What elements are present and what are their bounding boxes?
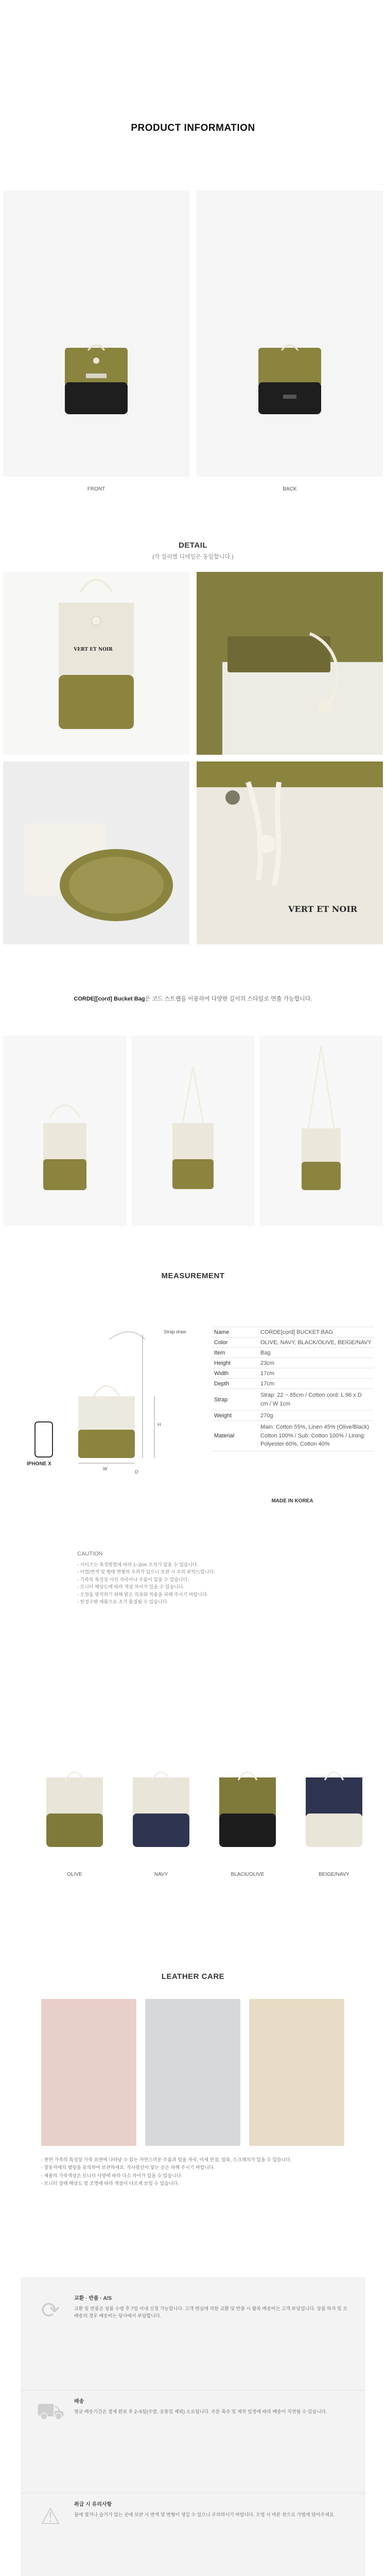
leather-swatch bbox=[41, 1999, 136, 2146]
delivery-icon: ⛟ bbox=[36, 2399, 65, 2424]
policy-row bbox=[21, 2494, 365, 2576]
policy-row bbox=[21, 2287, 365, 2391]
caution-icon: ⚠ bbox=[40, 2503, 61, 2529]
policy-body: 교환 및 반품은 상품 수령 후 7일 이내 신청 가능합니다. 고객 변심에 의한 교환 및 반품 시 왕복 배송비는 고객 부담입니다. 상품 하자 및 오배송의 경우 배송비는 당사에서 부담합니다. bbox=[74, 2306, 347, 2318]
back-label: BACK bbox=[283, 486, 297, 492]
leather-swatch bbox=[145, 1999, 240, 2146]
spec-key: Material bbox=[214, 1432, 235, 1439]
bag-top-panel bbox=[46, 1777, 103, 1816]
leather-notes bbox=[41, 2156, 350, 2188]
leather-note: - 장동자에의 행링을 유의하여 보관하세요. 직사광선이 닿는 곳은 피해 주시기 바랍니다. bbox=[41, 2165, 215, 2171]
spec-key: Height bbox=[214, 1360, 231, 1366]
spec-row bbox=[211, 1327, 374, 1337]
depth-label: D bbox=[135, 1469, 138, 1475]
styling-photo-2 bbox=[131, 1036, 255, 1226]
color-option bbox=[128, 1757, 195, 1877]
measurement-diagram bbox=[27, 1319, 191, 1468]
color-option-label: NAVY bbox=[154, 1872, 168, 1877]
color-option-label: BEIGE/NAVY bbox=[319, 1872, 349, 1877]
spec-value: Main: Cotton 55%, Linen 45% (Olive/Black) Cotton 100% / Sub: Cotton 100% / Lining: Polyester 60%, Cotton 40% bbox=[260, 1424, 369, 1447]
made-in-label: MADE IN KOREA bbox=[271, 1498, 313, 1504]
spec-value: 17cm bbox=[260, 1380, 274, 1387]
bag-bottom-panel bbox=[46, 1814, 103, 1847]
width-label: W bbox=[103, 1466, 108, 1471]
spec-row bbox=[211, 1389, 374, 1411]
color-bag-illustration bbox=[214, 1757, 281, 1860]
color-bag-illustration bbox=[41, 1757, 108, 1860]
spec-value: Bag bbox=[260, 1349, 271, 1356]
color-bag-illustration bbox=[128, 1757, 195, 1860]
spec-row bbox=[211, 1379, 374, 1389]
policy-text bbox=[66, 2295, 351, 2319]
caution-line: - 이염/변색 및 형태 변형의 우려가 있으니 보관 시 주의 부탁드립니다. bbox=[77, 1569, 215, 1575]
spec-row bbox=[211, 1421, 374, 1451]
usage-caption-rest: 은 코드 스트랩을 이용하여 다양한 길이의 스타일로 연출 가능합니다. bbox=[145, 996, 312, 1002]
spec-value: 23cm bbox=[260, 1360, 274, 1366]
spec-key: Width bbox=[214, 1370, 229, 1377]
styling-photo-1 bbox=[3, 1036, 127, 1226]
spec-row bbox=[211, 1348, 374, 1358]
exchange-icon: ⟳ bbox=[41, 2297, 60, 2323]
detail-photo-2 bbox=[197, 572, 383, 755]
policy-text bbox=[66, 2398, 351, 2416]
spec-table bbox=[211, 1327, 374, 1451]
policy-text bbox=[66, 2501, 351, 2519]
back-bag-illustration bbox=[197, 191, 383, 477]
leather-swatches bbox=[41, 1999, 345, 2146]
policy-row bbox=[21, 2391, 365, 2494]
leather-care-title: LEATHER CARE bbox=[161, 1972, 225, 1981]
color-options bbox=[0, 1757, 386, 1880]
spec-row bbox=[211, 1337, 374, 1348]
caution-title: CAUTION bbox=[77, 1551, 103, 1557]
leather-note: - 제품의 가죽색상은 모니터 사양에 따라 다소 차이가 있을 수 있습니다. bbox=[41, 2173, 182, 2178]
bag-bottom-panel bbox=[306, 1814, 362, 1847]
color-option-label: OLIVE bbox=[67, 1872, 82, 1877]
caution-line: - 오염을 방지하기 위해 밝은 의류와 착용을 피해 주시기 바랍니다. bbox=[77, 1591, 208, 1597]
front-bag-illustration bbox=[3, 191, 189, 477]
leather-note: - 모니터 상태 해상도 및 조명에 따라 색상이 다르게 보일 수 있습니다. bbox=[41, 2180, 179, 2186]
spec-value: Strap: 22 ~ 85cm / Cotton cord: L 96 x D cm / W 1cm bbox=[260, 1392, 362, 1407]
caution-line: - 사이즈는 측정방법에 따라 1~2cm 오차가 있을 수 있습니다. bbox=[77, 1562, 199, 1567]
leather-swatch bbox=[249, 1999, 344, 2146]
detail-photo-4 bbox=[197, 761, 383, 944]
front-photo bbox=[3, 191, 189, 477]
caution-line: - 한정수량 제품으로 조기 품절될 수 있습니다. bbox=[77, 1599, 168, 1604]
front-label: FRONT bbox=[87, 486, 106, 492]
leather-note: - 천연 가죽의 특성상 가죽 표면에 나타날 수 있는 자연스러운 주름과 털을 자국, 미세 반점, 얼룩, 스크래치가 있을 수 있습니다. bbox=[41, 2157, 292, 2162]
bag-top-panel bbox=[306, 1777, 362, 1816]
spec-key: Strap bbox=[214, 1396, 228, 1403]
color-option bbox=[214, 1757, 281, 1877]
styling-photo-3 bbox=[259, 1036, 383, 1226]
detail-brand-text-1: VERT ET NOIR bbox=[74, 647, 113, 652]
policy-body: 물에 젖거나 습기가 있는 곳에 보관 시 변색 및 변형이 생길 수 있으니 주의하시기 바랍니다. 오염 시 마른 천으로 가볍게 닦아주세요. bbox=[74, 2512, 336, 2517]
spec-value: 270g bbox=[260, 1412, 273, 1419]
bag-bottom-panel bbox=[219, 1814, 276, 1847]
color-option bbox=[41, 1757, 108, 1877]
detail-brand-text-2: VERT ET NOIR bbox=[288, 904, 358, 914]
spec-key: Depth bbox=[214, 1380, 230, 1387]
color-option-label: BLACK/OLIVE bbox=[231, 1872, 265, 1877]
detail-photo-1 bbox=[3, 572, 189, 755]
policy-title: 교환 · 반품 · A/S bbox=[74, 2296, 112, 2301]
usage-caption bbox=[0, 994, 386, 1003]
detail-photo-3 bbox=[3, 761, 189, 944]
bag-top-panel bbox=[133, 1777, 189, 1816]
policy-info-box bbox=[21, 2277, 365, 2576]
bag-top-panel bbox=[219, 1777, 276, 1816]
detail-title: DETAIL bbox=[178, 541, 208, 550]
spec-value: CORDE[cord] BUCKET BAG bbox=[260, 1329, 333, 1335]
color-option bbox=[301, 1757, 367, 1877]
caution-list bbox=[77, 1561, 314, 1605]
policy-title: 취급 시 유의사항 bbox=[74, 2502, 112, 2507]
policy-title: 배송 bbox=[74, 2399, 84, 2404]
caution-line: - 가죽의 특성상 사선 자국이나 주름이 있을 수 있습니다. bbox=[77, 1577, 189, 1582]
spec-value: OLIVE, NAVY, BLACK/OLIVE, BEIGE/NAVY bbox=[260, 1339, 372, 1346]
usage-caption-bold: CORDE[[cord] Bucket Bag bbox=[74, 996, 145, 1002]
spec-row bbox=[211, 1358, 374, 1368]
spec-row bbox=[211, 1368, 374, 1379]
back-photo bbox=[197, 191, 383, 477]
spec-key: Weight bbox=[214, 1412, 232, 1419]
measurement-title: MEASUREMENT bbox=[161, 1272, 225, 1280]
product-info-title: PRODUCT INFORMATION bbox=[131, 123, 255, 133]
strap-label: Strap draw bbox=[164, 1329, 186, 1334]
spec-row bbox=[211, 1411, 374, 1421]
policy-body: 평균 배송기간은 결제 완료 후 2~5일(주말, 공휴일 제외) 소요됩니다. 주문 폭주 및 제작 일정에 따라 배송이 지연될 수 있습니다. bbox=[74, 2409, 327, 2414]
height-label: H bbox=[157, 1422, 161, 1427]
caution-line: - 모니터 해상도에 따라 색상 차이가 있을 수 있습니다. bbox=[77, 1584, 185, 1590]
spec-key: Item bbox=[214, 1349, 225, 1356]
spec-key: Name bbox=[214, 1329, 230, 1335]
spec-key: Color bbox=[214, 1339, 228, 1346]
bag-bottom-panel bbox=[133, 1814, 189, 1847]
spec-value: 17cm bbox=[260, 1370, 274, 1377]
phone-label: IPHONE X bbox=[27, 1461, 51, 1467]
detail-subtitle: (각 컬러별 디테일은 동일합니다.) bbox=[152, 554, 234, 560]
color-bag-illustration bbox=[301, 1757, 367, 1860]
